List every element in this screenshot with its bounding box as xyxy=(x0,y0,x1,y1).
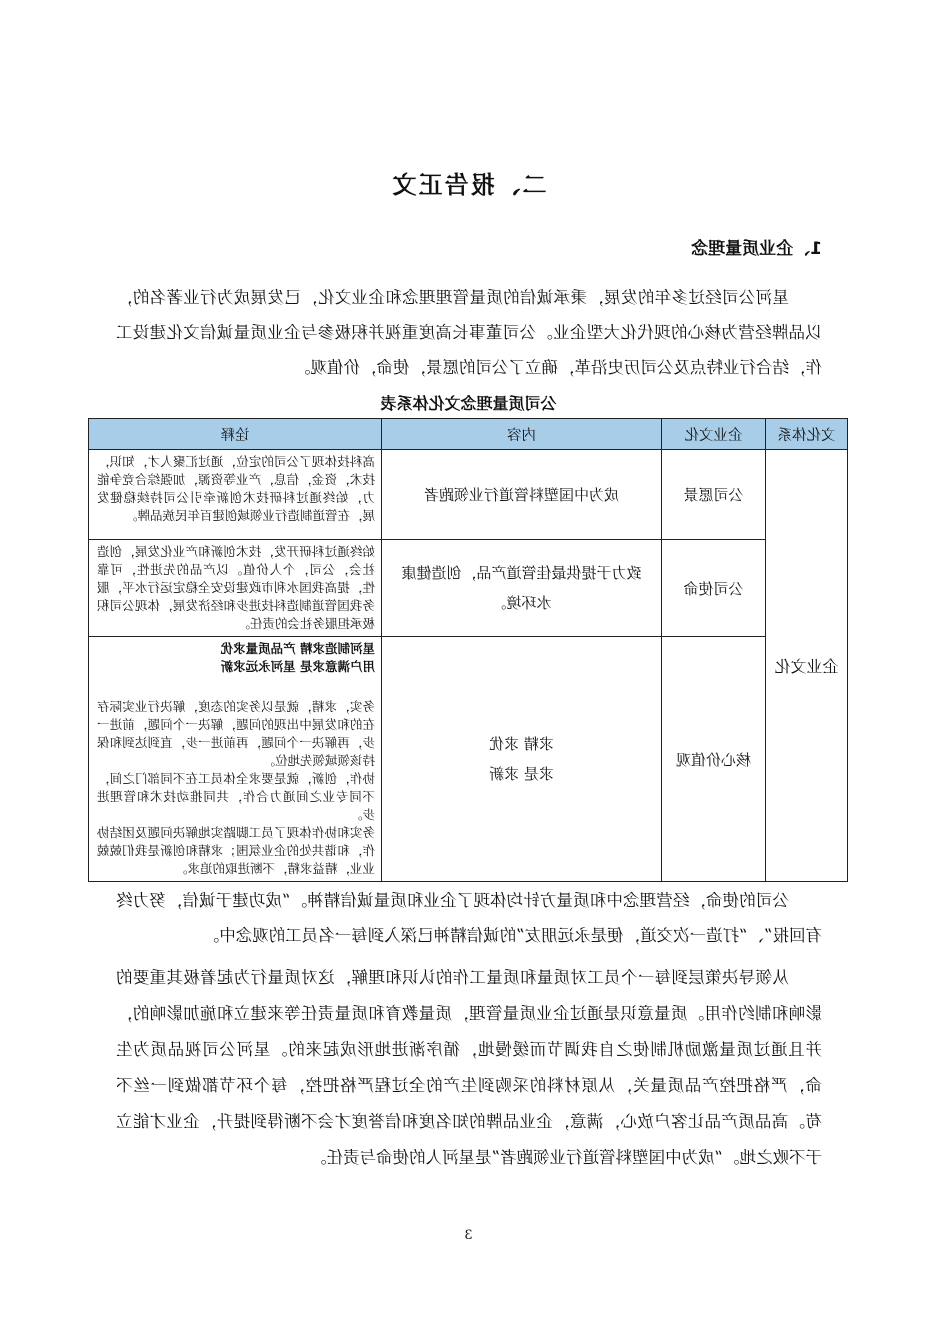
content-cell: 致力于提供最佳管道产品，创造健康水环境。 xyxy=(382,540,662,637)
header-system: 文化体系 xyxy=(766,419,848,450)
header-culture: 企业文化 xyxy=(662,419,766,450)
quality-awareness-paragraph: 从领导决策层到每一个员工对质量和质量工作的认识和理解，这对质量行为起着极其重要的影响和制约作用。质量意识是通过企业质量管理，质量教育和质量责任等来建立和施加影响的，并且通过质量激励机制使之自我调节而缓慢地，循序渐进地形成起来的。星河公司视品质为生命，严格把控产品质量关，从原材料的采购到生产的全过程严格把控，每个环节都做到一丝不苟。高品质产品让客户放心，满意，企业品牌的知名度和信誉度才会不断得到提升，企业才能立于不败之地。“成为中国塑料管道行业领跑者”是星河人的使命与责任。 xyxy=(116,968,822,1167)
explanation-cell xyxy=(89,540,382,637)
explanation-cell xyxy=(89,450,382,540)
table-row xyxy=(89,540,848,637)
page-number: 3 xyxy=(464,1228,473,1243)
culture-cell: 公司愿景 xyxy=(662,450,766,540)
content-line: 求精 求优 xyxy=(489,735,554,753)
mission-paragraph: 公司的使命，经营理念中和质量方针均体现了企业和质量诚信精神。“成功建于诚信，努力终有回报”、“打造一次交道，便是永远朋友”的诚信精神已深入到每一名员工的观念中。 xyxy=(116,891,822,945)
explanation-text: 协作，创新，就是要求全体员工在不同部门之间，不同专业之间通力合作，共同推动技术和管理进步。 xyxy=(97,771,375,822)
slogan-line: 星河制造求精 产品质量求优 xyxy=(220,641,375,656)
slogan-line: 用户满意求是 星河永远求新 xyxy=(220,659,375,674)
report-heading: 二、报告正文 xyxy=(390,171,547,199)
culture-system-table xyxy=(88,418,848,882)
table-row xyxy=(89,637,848,882)
culture-cell: 公司使命 xyxy=(662,540,766,637)
content-cell xyxy=(382,637,662,882)
explanation-text: 始终通过科研开发，技术创新和产业化发展，创造社会，公司，个人价值。以产品的先进性，可靠性，提高我国水利市政建设安全稳定运行水平，服务我国管道制造科技进步和经济发展，体现公司积极承担服务社会的责任。 xyxy=(97,544,375,631)
header-content: 内容 xyxy=(382,419,662,450)
header-explanation: 诠释 xyxy=(89,419,382,450)
explanation-text: 务实和协作体现了员工脚踏实地解决问题及团结协作，和谐共处的企业氛围；求精和创新是我们兢兢业业，精益求精，不断进取的追求。 xyxy=(97,825,375,876)
table-row xyxy=(89,450,848,540)
section-title: 1、企业质量理念 xyxy=(691,239,822,259)
explanation-text: 高科技体现了公司的定位，通过汇聚人才，知识，技术，资金，信息，产业等资源，加强综合竞争能力，始终通过科研技术创新牵引公司持续稳健发展，在管道制造行业领域创建百年民族品牌。 xyxy=(97,454,375,523)
content-cell: 成为中国塑料管道行业领跑者 xyxy=(382,450,662,540)
intro-paragraph: 星河公司经过多年的发展，秉承诚信的质量管理理念和企业文化，已发展成为行业著名的，以品牌经营为核心的现代化大型企业。公司董事长高度重视并积极参与企业质量诚信文化建设工作，结合行业特点及公司历史沿革，确立了公司的愿景，使命，价值观。 xyxy=(116,288,822,377)
table-caption: 公司质量理念文化体系表 xyxy=(380,394,557,413)
content-line: 求是 求新 xyxy=(489,765,554,783)
system-cell: 企业文化 xyxy=(766,450,848,882)
explanation-text: 务实，求精，就是以务实的态度，解决行业实际存在的和发展中出现的问题，解决一个问题，前进一步，再解决一个问题，再前进一步，直到达到和保持该领域领先地位。 xyxy=(97,699,375,768)
explanation-cell xyxy=(89,637,382,882)
culture-cell: 核心价值观 xyxy=(662,637,766,882)
table-header-row xyxy=(89,419,848,450)
